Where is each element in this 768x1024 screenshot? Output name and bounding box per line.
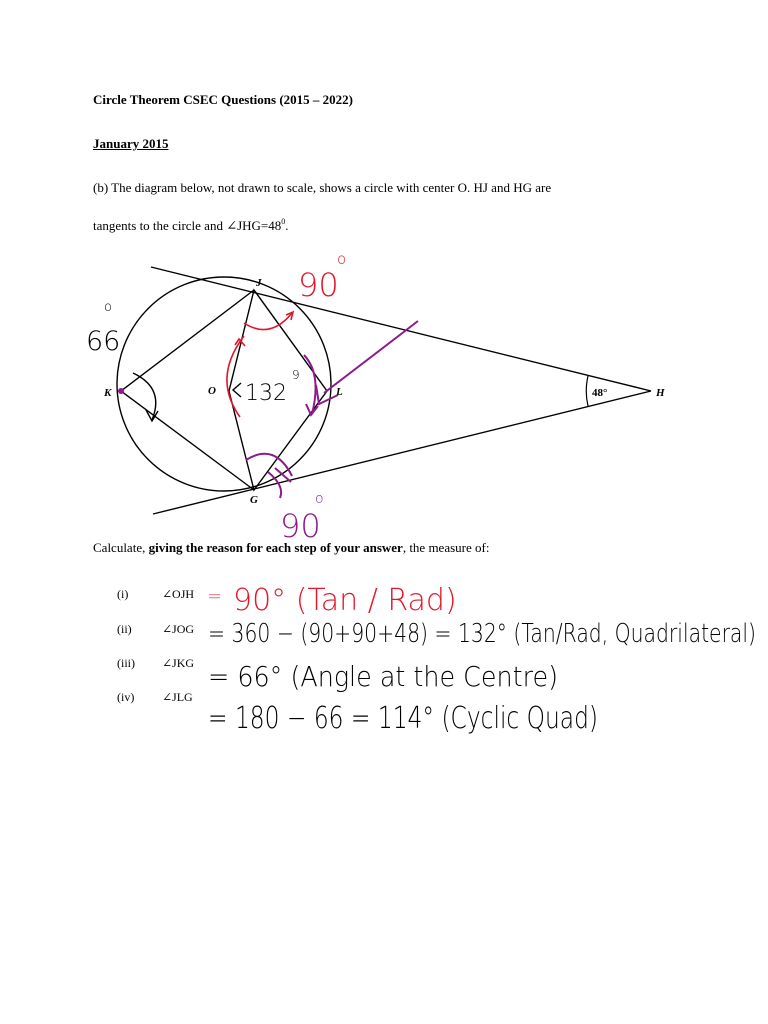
answer-ii: = 360 − (90+90+48) = 132° (Tan/Rad, Quadrilateral) xyxy=(208,619,756,649)
section-heading: January 2015 xyxy=(93,136,169,151)
question-angle-iii: ∠JKG xyxy=(162,656,195,670)
answer-iii: = 66° (Angle at the Centre) xyxy=(208,660,558,693)
angle-label-h: 48° xyxy=(592,387,608,399)
answer-i-equals: = xyxy=(207,586,223,607)
question-angle-iv: ∠JLG xyxy=(162,690,193,704)
label-l: L xyxy=(336,386,343,398)
label-g: G xyxy=(250,494,258,506)
intro-line-2-end: . xyxy=(285,218,289,233)
black-66-annotation: 66 xyxy=(86,326,121,357)
black-132-degree: 9 xyxy=(292,368,300,382)
purple-90-degree: o xyxy=(315,491,324,507)
page-title: Circle Theorem CSEC Questions (2015 – 2022) xyxy=(93,92,353,107)
question-number-iv: (iv) xyxy=(117,690,135,704)
degree-superscript: 0 xyxy=(281,217,286,226)
label-h: H xyxy=(656,387,665,399)
purple-arrowhead-l xyxy=(316,385,338,404)
tangent-line-jh xyxy=(151,267,651,391)
question-angle-ii: ∠JOG xyxy=(162,622,195,636)
answer-iv: = 180 − 66 = 114° (Cyclic Quad) xyxy=(208,701,598,736)
angle-arc-h xyxy=(586,376,588,406)
red-arc-j xyxy=(244,313,292,330)
question-angle-i: ∠OJH xyxy=(162,587,195,601)
red-90-annotation: 90 xyxy=(298,266,339,304)
question-intro-line-1: (b) The diagram below, not drawn to scale, shows a circle with center O. HJ and HG are xyxy=(93,180,552,195)
tangent-line-gh xyxy=(153,391,651,514)
calc-bold: giving the reason for each step of your answer xyxy=(148,540,403,555)
purple-90-annotation: 90 xyxy=(280,507,321,545)
answer-i: 90° (Tan / Rad) xyxy=(233,583,457,618)
intro-line-2-text: tangents to the circle and ∠JHG=48 xyxy=(93,218,282,233)
label-j: J xyxy=(256,277,262,289)
question-number-i: (i) xyxy=(117,587,129,601)
red-arc-o xyxy=(227,336,244,417)
black-66-degree: o xyxy=(104,300,112,315)
question-number-iii: (iii) xyxy=(117,656,135,670)
question-number-ii: (ii) xyxy=(117,622,132,636)
black-arrow-132 xyxy=(233,383,241,397)
black-132-annotation: 132 xyxy=(245,381,287,406)
label-k: K xyxy=(104,387,112,399)
purple-arrow-line xyxy=(324,321,418,393)
red-90-degree: o xyxy=(337,250,347,268)
point-k-dot xyxy=(118,388,124,394)
calc-prefix: Calculate, xyxy=(93,540,149,555)
calc-suffix: , the measure of: xyxy=(402,540,490,555)
label-o: O xyxy=(208,385,216,397)
